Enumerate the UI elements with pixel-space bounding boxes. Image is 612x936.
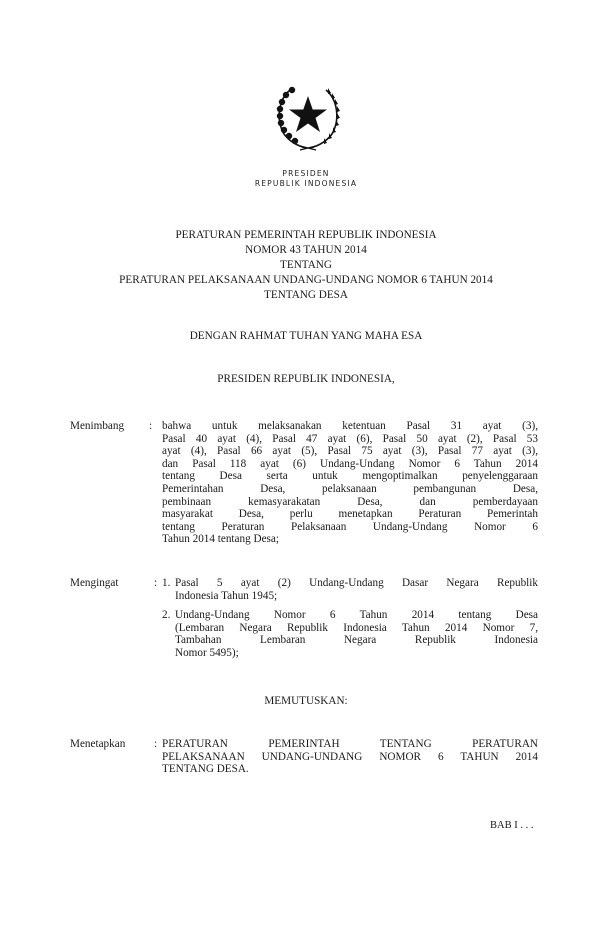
title-line-4: PERATURAN PELAKSANAAN UNDANG-UNDANG NOMOR 6 TAHUN 2014 xyxy=(119,274,493,286)
issuer: PRESIDEN REPUBLIK INDONESIA, xyxy=(217,373,395,385)
menimbang-colon: : xyxy=(149,420,153,432)
menetapkan-label: Menetapkan xyxy=(70,738,126,750)
mengingat-item-2-num: 2. xyxy=(162,609,171,621)
header-label-republik: REPUBLIK INDONESIA xyxy=(254,179,358,188)
invocation: DENGAN RAHMAT TUHAN YANG MAHA ESA xyxy=(189,330,423,342)
menetapkan-colon: : xyxy=(154,738,158,750)
mengingat-colon: : xyxy=(154,577,158,589)
mengingat-item-1-num: 1. xyxy=(162,577,171,589)
menimbang-text: bahwa untuk melaksanakan ketentuan Pasal 31 ayat (3), Pasal 40 ayat (4), Pasal 47 ayat (6), Pasal 50 ayat (2), Pasal 53 ayat (4), Pasal 66 ayat (5), Pasal 75 ayat (3), Pasal 77 ayat (3), dan Pasal 118 ayat (6) Undang-Undang Nomor 6 Tahun 2014 tentang Desa serta untuk mengoptimalkan penyelenggaraan Pemerintahan Desa, pelaksanaan pembangunan Desa, pembinaan kemasyarakatan Desa, dan pemberdayaan masyarakat Desa, perlu menetapkan Peraturan Pemerintah tentang Peraturan Pelaksanaan Undang-Undang Nomor 6 Tahun 2014 tentang Desa; xyxy=(162,420,538,546)
title-line-5: TENTANG DESA xyxy=(264,289,348,301)
page-continuation: BAB I . . . xyxy=(490,820,534,831)
menetapkan-text: PERATURAN PEMERINTAH TENTANG PERATURAN PELAKSANAAN UNDANG-UNDANG NOMOR 6 TAHUN 2014 TENTANG DESA. xyxy=(162,738,538,776)
memutuskan-heading: MEMUTUSKAN: xyxy=(264,695,348,707)
mengingat-item-2: Undang-Undang Nomor 6 Tahun 2014 tentang Desa (Lembaran Negara Republik Indonesia Tahun 2014 Nomor 7, Tambahan Lembaran Negara Republik Indonesia Nomor 5495); xyxy=(175,609,538,659)
mengingat-item-1: Pasal 5 ayat (2) Undang-Undang Dasar Negara Republik Indonesia Tahun 1945; xyxy=(175,577,538,602)
mengingat-label: Mengingat xyxy=(70,577,119,589)
header-label-presiden: PRESIDEN xyxy=(282,169,330,178)
title-line-3: TENTANG xyxy=(280,259,332,271)
title-line-2: NOMOR 43 TAHUN 2014 xyxy=(245,244,367,256)
menimbang-label: Menimbang xyxy=(70,420,125,432)
presidential-seal-star-icon xyxy=(270,78,346,154)
title-line-1: PERATURAN PEMERINTAH REPUBLIK INDONESIA xyxy=(175,229,437,241)
